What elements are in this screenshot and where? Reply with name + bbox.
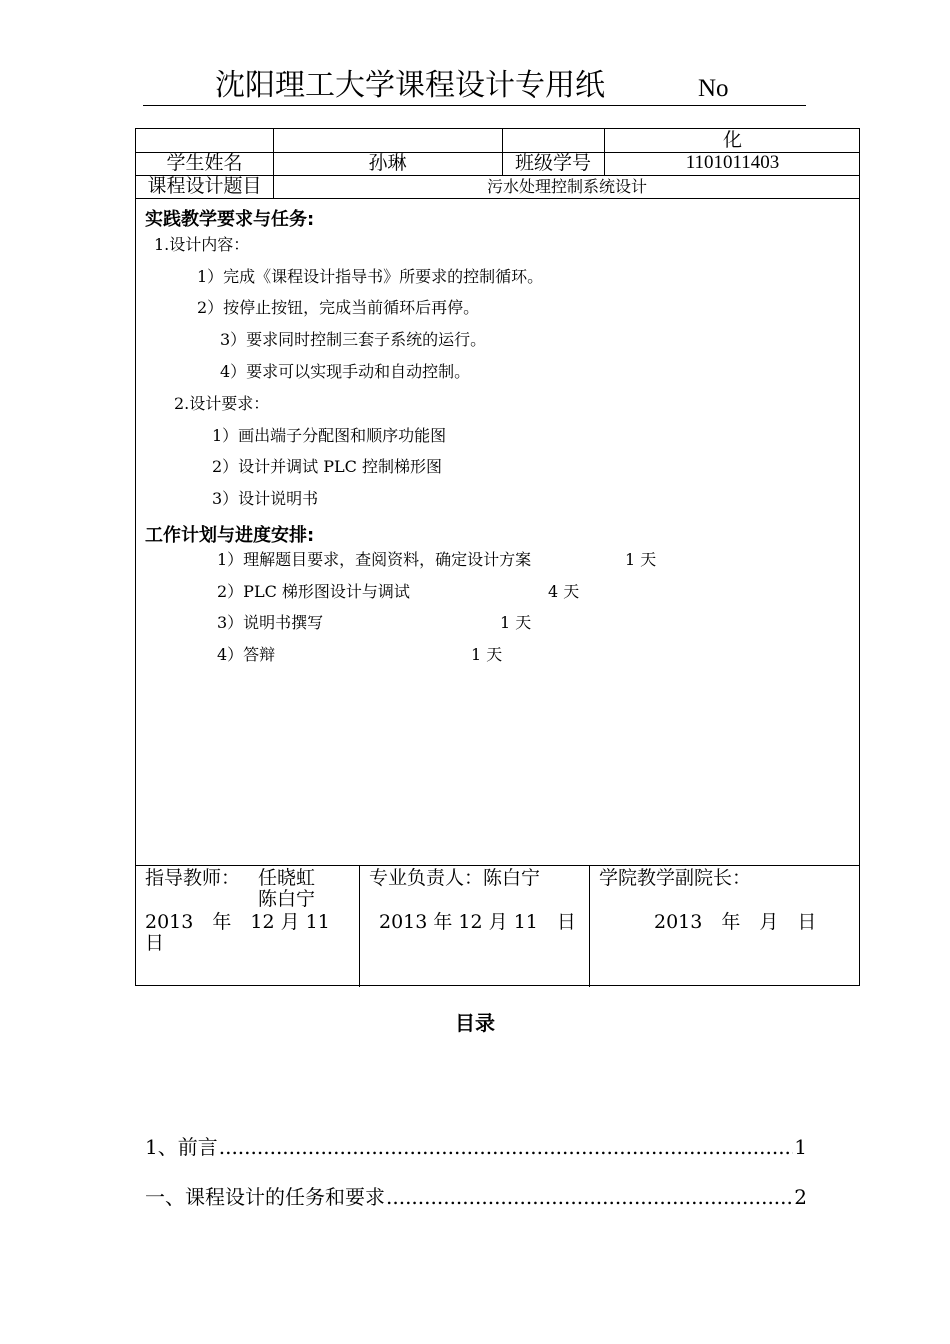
teacher-date-tail: 日 [145, 932, 165, 954]
toc-entry[interactable] [145, 1184, 807, 1210]
toc-title: 目录 [455, 1011, 495, 1035]
class-id-label: 班级学号 [514, 152, 591, 174]
major-head-label: 专业负责人：陈白宁 [369, 867, 541, 889]
plan-task: 1）理解题目要求，查阅资料，确定设计方案 [217, 550, 532, 569]
toc-leader [219, 1134, 794, 1160]
plan-days: 4 天 [548, 582, 580, 601]
req-item: 2）设计并调试 PLC 控制梯形图 [212, 457, 442, 476]
page-title: 沈阳理工大学课程设计专用纸 [215, 68, 605, 103]
content-item: 4）要求可以实现手动和自动控制。 [220, 362, 471, 381]
teacher-label: 指导教师： [145, 867, 241, 889]
content-item: 3）要求同时控制三套子系统的运行。 [220, 330, 487, 349]
design-topic-label: 课程设计题目 [147, 175, 262, 197]
design-req-heading: 2.设计要求： [174, 394, 270, 413]
row-divider [136, 865, 859, 866]
header-rule [143, 105, 806, 106]
teacher-name: 陈白宁 [258, 888, 316, 910]
plan-title: 工作计划与进度安排: [145, 525, 315, 546]
content-item: 2）按停止按钮，完成当前循环后再停。 [197, 298, 480, 317]
course-design-form [135, 128, 860, 986]
plan-days: 1 天 [625, 550, 657, 569]
toc-leader [386, 1184, 793, 1210]
plan-days: 1 天 [471, 645, 503, 664]
toc-entry-page: 2 [794, 1185, 807, 1209]
teacher-date: 2013 年 12 月 11 [145, 911, 330, 933]
class-id-value: 1101011403 [685, 152, 780, 173]
major-head-date: 2013 年 12 月 11 日 [379, 911, 576, 933]
toc-entry[interactable] [145, 1134, 807, 1160]
req-item: 3）设计说明书 [212, 489, 319, 508]
dean-label: 学院教学副院长： [599, 867, 752, 889]
student-name-label: 学生姓名 [166, 152, 243, 174]
page-number-label: No [698, 75, 729, 102]
dean-date: 2013 年 月 日 [654, 911, 817, 933]
row-divider [136, 198, 859, 199]
col-divider [359, 865, 360, 987]
design-content-heading: 1.设计内容： [154, 235, 250, 254]
plan-task: 2）PLC 梯形图设计与调试 [217, 582, 410, 601]
row0-value: 化 [722, 129, 742, 151]
toc-entry-label: 1、前言 [145, 1135, 218, 1159]
req-item: 1）画出端子分配图和顺序功能图 [212, 426, 447, 445]
teacher-name: 任晓虹 [258, 867, 316, 889]
col-divider [589, 865, 590, 987]
plan-days: 1 天 [500, 613, 532, 632]
student-name-value: 孙琳 [368, 152, 407, 174]
design-topic-value: 污水处理控制系统设计 [486, 177, 647, 196]
toc-entry-page: 1 [794, 1135, 807, 1159]
toc-entry-label: 一、课程设计的任务和要求 [145, 1185, 385, 1209]
content-item: 1）完成《课程设计指导书》所要求的控制循环。 [197, 267, 544, 286]
plan-task: 4）答辩 [217, 645, 276, 664]
tasks-title: 实践教学要求与任务: [145, 209, 315, 230]
plan-task: 3）说明书撰写 [217, 613, 324, 632]
